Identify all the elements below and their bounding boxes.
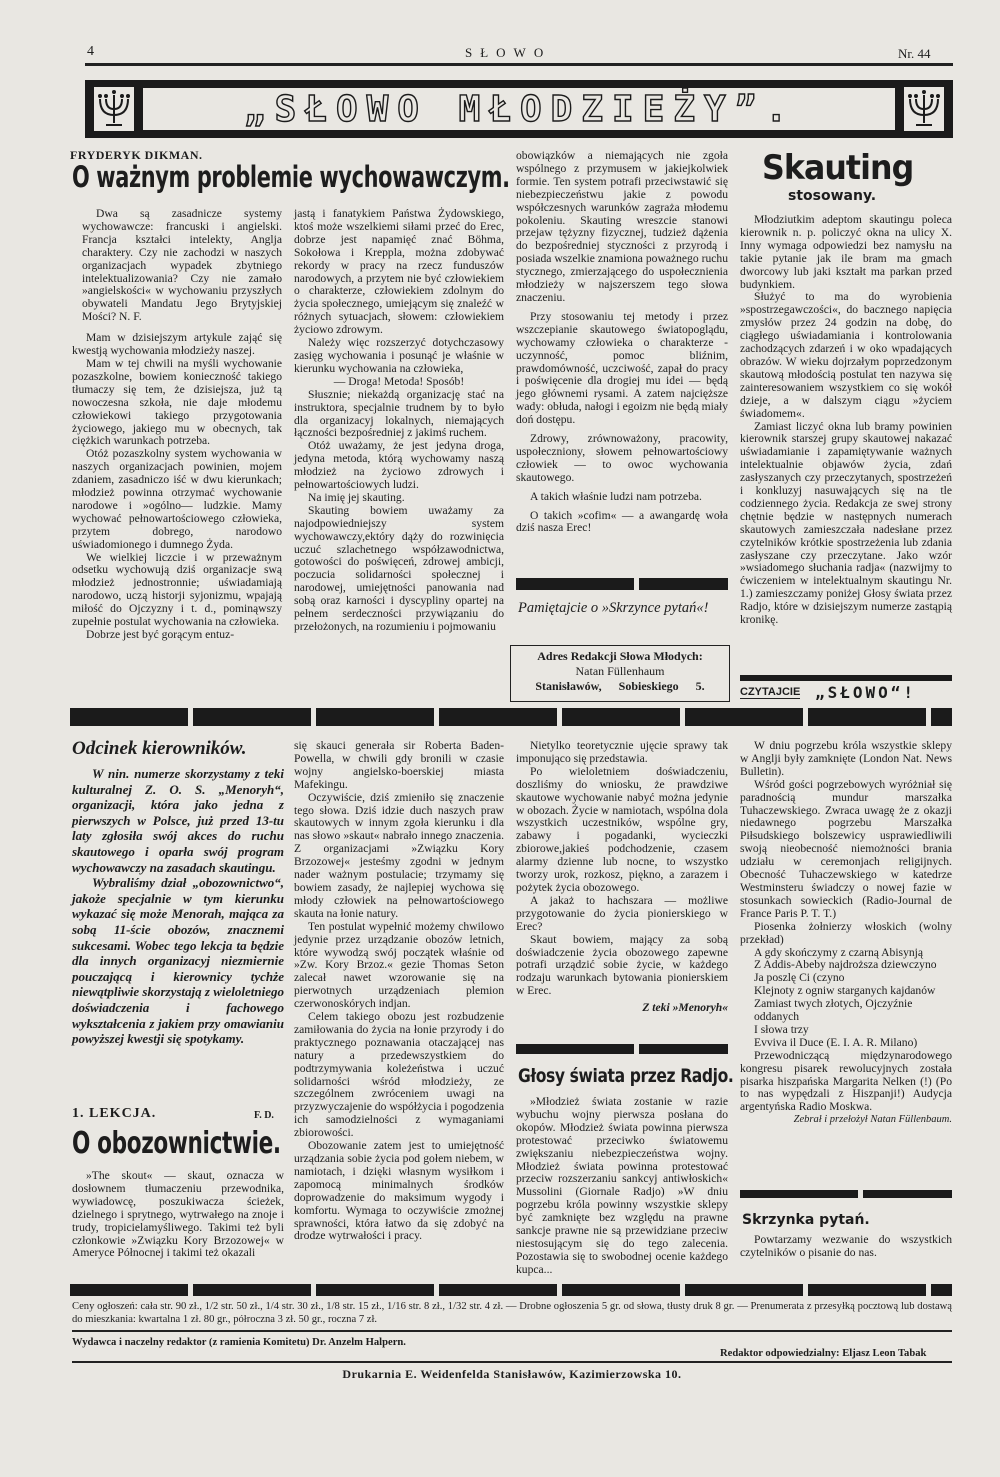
song-line: A gdy skończymy z czarną Abisynją bbox=[754, 945, 924, 959]
article1-col1 bbox=[72, 208, 282, 642]
paragraph: — Droga! Metoda! Sposób! bbox=[333, 374, 465, 388]
issue-number: Nr. 44 bbox=[898, 46, 931, 61]
paragraph: Należy więc rozszerzyć dotychczasowy zasięg wychowania i posunąć je właśnie w kierunku wychowania na człowieka, bbox=[294, 336, 504, 375]
skrzynka-text bbox=[740, 1234, 952, 1260]
paragraph: Oczywiście, dziś zmieniło się znaczenie tego słowa. Dziś idzie duch naszych praw skautowych w innym zgoła kierunku i dla nas słowo »skaut« nabrało innego znaczenia. Z organizacjami »Związku Kory Brzozowej« jesteśmy zgodni w jednym nader ważnym postulacie; trzymamy się bowiem zasady, że najlepiej wychowa się młody człowiek na pełnowartościowego skauta na łonie natury. bbox=[294, 790, 504, 920]
paragraph: We wielkiej liczcie i w przeważnym odsetku wychowują dziś organizacje swą młodzież jednostronnie; uświadamiają narodowo, uczą historji syjonizmu, wpajają miłość do Ojczyzny i t. d., pominąwszy zupełnie postulat wychowania na człowieka. bbox=[72, 550, 282, 629]
czytajcie-box bbox=[740, 675, 952, 705]
paragraph: Słusznie; niekażdą organizację stać na instruktora, specjalnie trudnem by to było dla organizacyj lokalnych, niemających łączności bezpośredniej z jakimś ruchem. bbox=[294, 387, 504, 440]
article-author: FRYDERYK DIKMAN. bbox=[70, 148, 203, 162]
skauting-text bbox=[740, 214, 952, 627]
footer-prices: Ceny ogłoszeń: cała str. 90 zł., 1/2 str. 50 zł., 1/4 str. 30 zł., 1/8 str. 15 zł., 1/16 str. 8 zł., 1/32 str. 4 zł. — Drobne ogłoszenia 5 gr. od słowa, tłusty druk 8 gr. — Prenumerata z przesyłką pocztową lub dostawą do mieszkania: kwartalna 1 zł. 80 gr., półroczna 3 zł. 50 gr., roczna 7 zł. bbox=[72, 1301, 952, 1325]
paragraph: się skauci generała sir Roberta Baden-Powella, w chwili gdy bronili w czasie wojny angielsko-boerskiej miasta Mafekingu. bbox=[294, 739, 504, 791]
footer-editor: Redaktor odpowiedzialny: Eljasz Leon Tabak bbox=[720, 1348, 927, 1359]
song bbox=[754, 947, 952, 1050]
page-number: 4 bbox=[87, 44, 94, 59]
header-rule bbox=[85, 63, 953, 66]
lekcja-label: 1. LEKCJA. bbox=[72, 1106, 157, 1121]
credit: Zebrał i przełożył Natan Füllenbaum. bbox=[793, 1114, 952, 1126]
paragraph: Zamiast liczyć okna lub bramy powinien kierownik starszej grupy skautowej nakazać uświadamianie i zapamiętywanie ważnych intelektualnie objawów życia, zdań zasłyszanych czy przeczytanych, spostrzeżeń i konkluzyj nasuwających się na tle codziennego życia. Redakcja ze swej strony chętnie będzie w następnych numerach skautowych zamieszczała nadesłane przez czytelników krótkie spostrzeżenia lub zdania zasłyszane czy przeczytane. Jako wzór »wsiadomego słuchania radja« (nazwijmy to ćwiczeniem w intelektualnym skautingu Nr. 1.) zamieszczamy poniżej Głosy świata przez Radjo, które w dzisiejszym numerze zastąpią kronikę. bbox=[740, 419, 952, 627]
paragraph: Dwa są zasadnicze systemy wychowawcze: francuski i angielski. Francja kształci intelekty, Anglja charaktery. Czy nie zachodzi w naszych organizacjach wypadek zbytniego intelektualizowania? Czy nie zamało »angielskości« w wychowaniu przyszłych obywateli Mandatu Jego Brytyjskiej Mości? N. F. bbox=[82, 207, 282, 324]
paragraph: Dobrze jest być gorącym entuz- bbox=[86, 628, 235, 641]
radjo-col4 bbox=[740, 740, 952, 1127]
lekcja-title: O obozownictwie. bbox=[72, 1126, 281, 1161]
skrzynka-title: Skrzynka pytań. bbox=[742, 1212, 870, 1228]
paragraph: W nin. numerze skorzystamy z teki kulturalnej Z. O. S. „Menoryh“, organizacji, która jako jedna z pierwszych w Polsce, już przed 13-tu laty zgłosiła swój akces do ruchu skautowego i oparła swój program wychowawczy na zasadach skautingu. bbox=[72, 766, 284, 875]
paragraph: Po wieloletniem doświadczeniu, doszliśmy do wniosku, że prawdziwe skautowe wychowanie nabyć można jedynie w obozach. Życie w namiotach, wspólna dola wszystkich uczestników, wspólne gry, zabawy i pogadanki, wycieczki zbiorowe,jakieś podchodzenie, czasem alarmy dzienne lub nocne, to wszystko tworzy urok, rozkosz, piękno, a zarazem i pożytek życia obozowego. bbox=[516, 764, 728, 894]
banner-left-box bbox=[85, 80, 143, 138]
skauting-title: Skauting bbox=[762, 148, 914, 188]
menorah-icon bbox=[94, 87, 134, 131]
banner bbox=[85, 80, 953, 140]
odcinek-title: Odcinek kierowników. bbox=[72, 738, 247, 759]
paragraph: Na imię jej skauting. bbox=[308, 490, 405, 504]
paragraph: O takich »cofim« — a awangardę woła dziś nasza Erec! bbox=[516, 508, 728, 535]
footer-divider bbox=[70, 1284, 952, 1296]
paragraph: Mam w dzisiejszym artykule zająć się kwestją wychowania młodzieży naszej. bbox=[72, 331, 282, 358]
song-line: Klejnoty z ogniw starganych kajdanów bbox=[754, 984, 936, 998]
article1-col2 bbox=[294, 208, 504, 634]
paragraph: Zdrowy, zrównoważony, pracowity, uspołeczniony, słowem pełnowartościowy człowiek — to owoc wychowania skautowego. bbox=[516, 432, 728, 484]
odcinek-col3 bbox=[516, 740, 728, 1015]
lekcja-sign: F. D. bbox=[254, 1110, 274, 1121]
banner-right-box bbox=[895, 80, 953, 138]
menorah-icon bbox=[904, 87, 944, 131]
paragraph: Otóż uważamy, że jest jedyna droga, jedyna metoda, którą wychowamy naszą młodzież na życiowo zdrowych i pełnowartościowych ludzi. bbox=[294, 439, 504, 492]
paragraph: Wśród gości pogrzebowych wyróżniał się paradnością mundur marszałka Tuhaczewskiego. Zwraca uwagę że z okazji niedawnego pogrzebu Marszałka Piłsudskiego bolszewicy usprawiedliwili swoją nieobecność niemożności brania udziału w ceremonjach religijnych. Obecność Tuhaczewskiego w katedrze Westminsteru świadczy o nowej fazie w stosunkach sowieckich (Radio-Journal de France Paris P. T. T.) bbox=[740, 777, 952, 920]
banner-bottom-bar bbox=[85, 130, 953, 138]
song-line: Zamiast twych złotych, Ojczyźnie oddanych bbox=[754, 997, 913, 1024]
address-box bbox=[510, 645, 730, 702]
skauting-subtitle: stosowany. bbox=[788, 188, 877, 204]
paragraph: Otóż pozaszkolny system wychowania w naszych organizacjach powinien, mojem zdaniem, zasadniczo iść w dwu kierunkach; młodzież powinna otrzymać wychowanie narodowe i »ogólno— ludzkie. Mamy wychować pełnowartościowego człowieka, przytem dobrego, narodowo uświadomionego i dumnego Żyda. bbox=[72, 447, 282, 551]
signature: Z teki »Menoryh« bbox=[642, 1001, 728, 1015]
decorative-band bbox=[516, 578, 728, 590]
paragraph: obowiązków a niemających nie zgoła wspólnego z przymusem w jakiejkolwiek formie. Ten system potrafi przeciwstawić się niebezpieczeństwu jakie z powodu współczesnych warunków zagraża młodemu pokoleniu. Skauting wreszcie stanowi przejaw tężyzny fizycznej, tudzież dążenia do bezpośredniej styczności z przyrodą i posiada wszelkie znamiona poważnego ruchu stycznego, zmierzającego do uspołecznienia młodzieży w najszerszem tego słowa znaczeniu. bbox=[516, 149, 728, 304]
czytajcie-paper: „SŁOWO“! bbox=[815, 683, 917, 702]
paragraph: Powtarzamy wezwanie do wszystkich czytelników o pisanie do nas. bbox=[740, 1233, 952, 1259]
paragraph: »Młodzież świata zostanie w razie wybuchu wojny pierwsza posłana do okopów. Młodzież świata powinna pierwsza protestować przeciwko światowemu zwiększaniu niebezpieczeństwa wojny. Młodzież świata powinna protestować przeciw rozszerzaniu sankcyj antiwłoskich« Mussolini (Giornale Radjo) »W dniu pogrzebu króla powinny wszystkie sklepy być zamknięte bez względu na prawne sankcje prawne nie są przewidziane przeciw niestosującym się do tego zalecenia. Pozostawia się to swobodnej ocenie każdego kupca... bbox=[516, 1095, 728, 1276]
song-line: Evviva il Duce (E. I. A. R. Milano) bbox=[754, 1035, 918, 1049]
paragraph: Obozowanie zatem jest to umiejętność urządzania sobie życia pod gołem niebem, w namiotach, i dzięki własnym wysiłkom i zapomocą minimalnych środków doprowadzenie do maksimum wygody i komfortu. Wymaga to oczywiście zmożnej sprawności, która łatwo da się zdobyć na drodze wytrwałości i pracy. bbox=[294, 1139, 504, 1243]
footer-printer: Drukarnia E. Weidenfelda Stanisławów, Kazimierzowska 10. bbox=[342, 1367, 682, 1381]
song-line: I słowa trzy bbox=[754, 1022, 809, 1036]
banner-title: „SŁOWO MŁODZIEŻY”. bbox=[243, 89, 797, 130]
address-line: Stanisławów, Sobieskiego 5. bbox=[535, 679, 705, 693]
paragraph: A takich właśnie ludzi nam potrzeba. bbox=[530, 489, 702, 503]
lekcja-col1 bbox=[72, 1170, 284, 1260]
paragraph: Piosenka żołnierzy włoskich (wolny przekład) bbox=[740, 919, 952, 946]
paragraph: »The skout« — skaut, oznacza w dosłownem tłumaczeniu przewodnika, wywiadowcę, poszukiwacza ścieżek, dzielnego i sprytnego, wytrwałego na znoje i trudy, tropicielamyśliwego. Takimi też byli członkowie »Związku Kory Brzozowej« w Ameryce Północnej i takimi też okazali bbox=[72, 1169, 284, 1260]
paragraph: Skauting bowiem uważamy za najodpowiedniejszy system wychowawczy,ektóry dąży do rozwinięcia uczuć szlachetnego współzawodnictwa, gotowości do poświęceń, zdrowej ambicji, poczucia solidarności społecznej i narodowej, umiejętności panowania nad sobą oraz karności i dyscypliny opartej na pełnem serdeczności przywiązaniu do przełożonych, na rozumieniu i pojmowaniu bbox=[294, 503, 504, 633]
paragraph: Nietylko teoretycznie ujęcie sprawy tak imponująco się przedstawia. bbox=[516, 739, 728, 765]
paragraph: Przy stosowaniu tej metody i przez wszczepianie skautowego światopoglądu, wychowamy człowieka o charakterze - uczynność, pomoc bliźnim, prawdomówność, uczciwość, zapał do pracy i poświęcenie dla drogiej mu idei — będą jego głównemi rysami. A zatem najcięższe wady: obłuda, nałogi i egoizm nie będą miały doń dostępu. bbox=[516, 309, 728, 427]
notice-skrzynka: Pamiętajcie o »Skrzynce pytań«! bbox=[518, 600, 709, 616]
paragraph: Skaut bowiem, mający za sobą doświadczenie życia obozowego zapewne potrafi urządzić sobie życie, w każdego rodzaju warunkach bytowania pionierskiem w Erec. bbox=[516, 932, 728, 998]
paragraph: Służyć to ma do wyrobienia »spostrzegawczości«, do bacznego napięcia zmysłów przez 24 godzin na dobę, do ciągłego uświadamiania i kontrolowania zachodzących zdarzeń i w oko wpadających obrazów. W wieku dojrzałym poprzedzonym skautową młodością postulat ten nazywa się zainteresowaniem wszystkiem co się wokół dzieje, a w dalszym ciągu »życiem świadomem«. bbox=[740, 290, 952, 420]
paragraph: Ten postulat wypełnić możemy chwilowo jedynie przez urządzanie obozów letnich, które wywodzą swój początek właśnie od »Zw. Kory Brzoz.« gezie Thomas Seton zalecał nawet wzorowanie się na pierwotnych urządzeniach plemion czerwonoskórych indjan. bbox=[294, 919, 504, 1011]
paper-name: SŁOWO bbox=[465, 45, 552, 60]
address-line: Adres Redakcji Słowa Młodych: bbox=[537, 649, 703, 663]
decorative-band bbox=[516, 1044, 728, 1054]
article-title: O ważnym problemie wychowawczym. bbox=[72, 160, 510, 194]
footer-rule bbox=[72, 1330, 952, 1332]
radjo-title: Głosy świata przez Radjo. bbox=[518, 1065, 734, 1087]
paragraph: W dniu pogrzebu króla wszystkie sklepy w Anglji były zamknięte (London Nat. News Bulletin). bbox=[740, 739, 952, 778]
odcinek-intro bbox=[72, 766, 284, 1047]
song-line: Ja poszlę Ci (czyno bbox=[754, 971, 845, 985]
paragraph: Celem takiego obozu jest rozbudzenie zamiłowania do życia na łonie przyrody i do praktycznego poznawania otaczającej nas natury a przedewszystkiem do podtrzymywania koleżeństwa i uczuć solidarności wśród młodzieży, ze szczególnem zwróceniem uwagi na przyzwyczajenie do współżycia i pogodzenia ich samodzielności z wymaganiami zbiorowości. bbox=[294, 1010, 504, 1140]
paragraph: Przewodniczącą międzynarodowego kongresu pisarek rewolucyjnych została pisarka hiszpańska Margarita Nelken (!) (Po to nas wypędzali z Hiszpanji!) Audycja argentyńska Radio Moskwa. bbox=[740, 1048, 952, 1114]
paragraph: jastą i fanatykiem Państwa Żydowskiego, ktoś może wszelkiemi siłami przeć do Erec, dobrze jest napamięć znać Böhma, Sokołowa i Kreppla, można zdobywać rekordy w pracy na rzecz funduszów narodowych, a przytem nie być człowiekiem o charakterze, człowiekiem zdolnym do życia społecznego, umiejącym się znaleźć w różnych sytuacjach, słowem: człowiekiem życiowo zdrowym. bbox=[294, 207, 504, 337]
paragraph: A jakaż to hachszara — możliwe przygotowanie do życia pionierskiego w Erec? bbox=[516, 893, 728, 933]
paragraph: Młodziutkim adeptom skautingu poleca kierownik n. p. policzyć okna na ulicy X. Inny wymaga odpowiedzi bez namysłu na takie pytanie jak ile bram ma gmach dworcowy lub jaki kształt ma parkan przed budynkiem. bbox=[740, 213, 952, 291]
odcinek-col2 bbox=[294, 740, 504, 1243]
paragraph: Wybraliśmy dział „obozownictwo“, jakoże specjalnie w tym kierunku wykazać się może Menorah, mająca za sobą 11-ście obozów, znacznemi sukcesami. Wobec tego lekcja ta będzie dla innych organizacyj niezmiernie pouczającą i kierownicy tychże niewątpliwie skorzystają z wieloletniego doświadczenia i fachowego wykształcenia z jakiem przy omawianiu powyższej kwestji się spotykamy. bbox=[72, 875, 284, 1047]
czytajcie-label: CZYTAJCIE bbox=[740, 686, 801, 698]
footer-publisher: Wydawca i naczelny redaktor (z ramienia Komitetu) Dr. Anzelm Halpern. bbox=[72, 1337, 406, 1348]
paragraph: Mam w tej chwili na myśli wychowanie pozaszkolne, bowiem konieczność takiego tłumaczy się tem, że dzisiejsza, już tą nowoczesna szkoła, nie daje młodemu człowiekowi takiego przygotowania życiowego, jakiego mu w obecnych, tak ciężkich warunkach potrzeba. bbox=[72, 356, 282, 448]
banner-top-bar bbox=[85, 80, 953, 88]
section-divider bbox=[70, 708, 952, 726]
footer-rule-2 bbox=[72, 1361, 952, 1363]
song-line: Z Addis-Abeby najdroższa dziewczyno bbox=[754, 958, 937, 972]
address-line: Natan Füllenhaum bbox=[575, 664, 665, 678]
decorative-band bbox=[740, 1190, 952, 1198]
article1-col3 bbox=[516, 150, 728, 535]
radjo-col3 bbox=[516, 1096, 728, 1277]
